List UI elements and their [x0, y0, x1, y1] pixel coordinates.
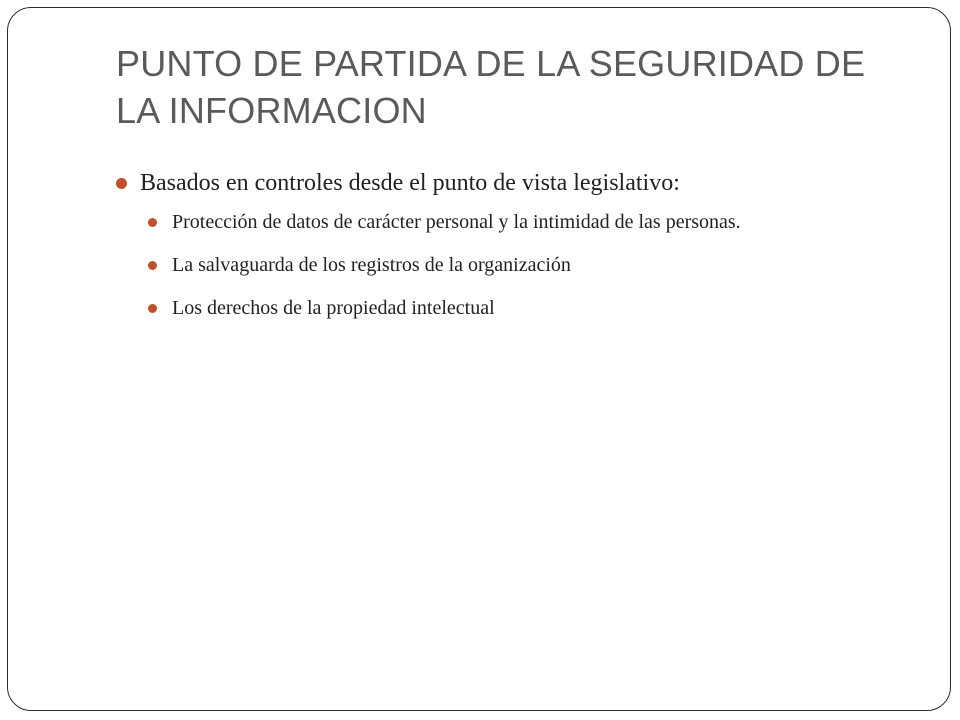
slide-frame	[7, 7, 951, 711]
bullet-text: Basados en controles desde el punto de vista legislativo:	[140, 170, 680, 196]
sub-bullet-item	[148, 206, 896, 238]
bullet-dot-icon	[148, 218, 157, 227]
sub-bullet-item	[148, 292, 896, 324]
slide-title: PUNTO DE PARTIDA DE LA SEGURIDAD DE LA INFORMACION	[116, 43, 866, 131]
bullet-dot-icon	[148, 261, 157, 270]
bullet-dot-icon	[116, 178, 127, 189]
bullet-item	[116, 166, 896, 200]
bullet-dot-icon	[148, 304, 157, 313]
sub-bullet-text: Protección de datos de carácter personal y la intimidad de las personas.	[172, 211, 741, 233]
sub-bullet-item	[148, 249, 896, 281]
sub-bullet-text: Los derechos de la propiedad intelectual	[172, 297, 495, 319]
slide-content	[116, 166, 896, 324]
sub-bullet-text: La salvaguarda de los registros de la organización	[172, 254, 571, 276]
